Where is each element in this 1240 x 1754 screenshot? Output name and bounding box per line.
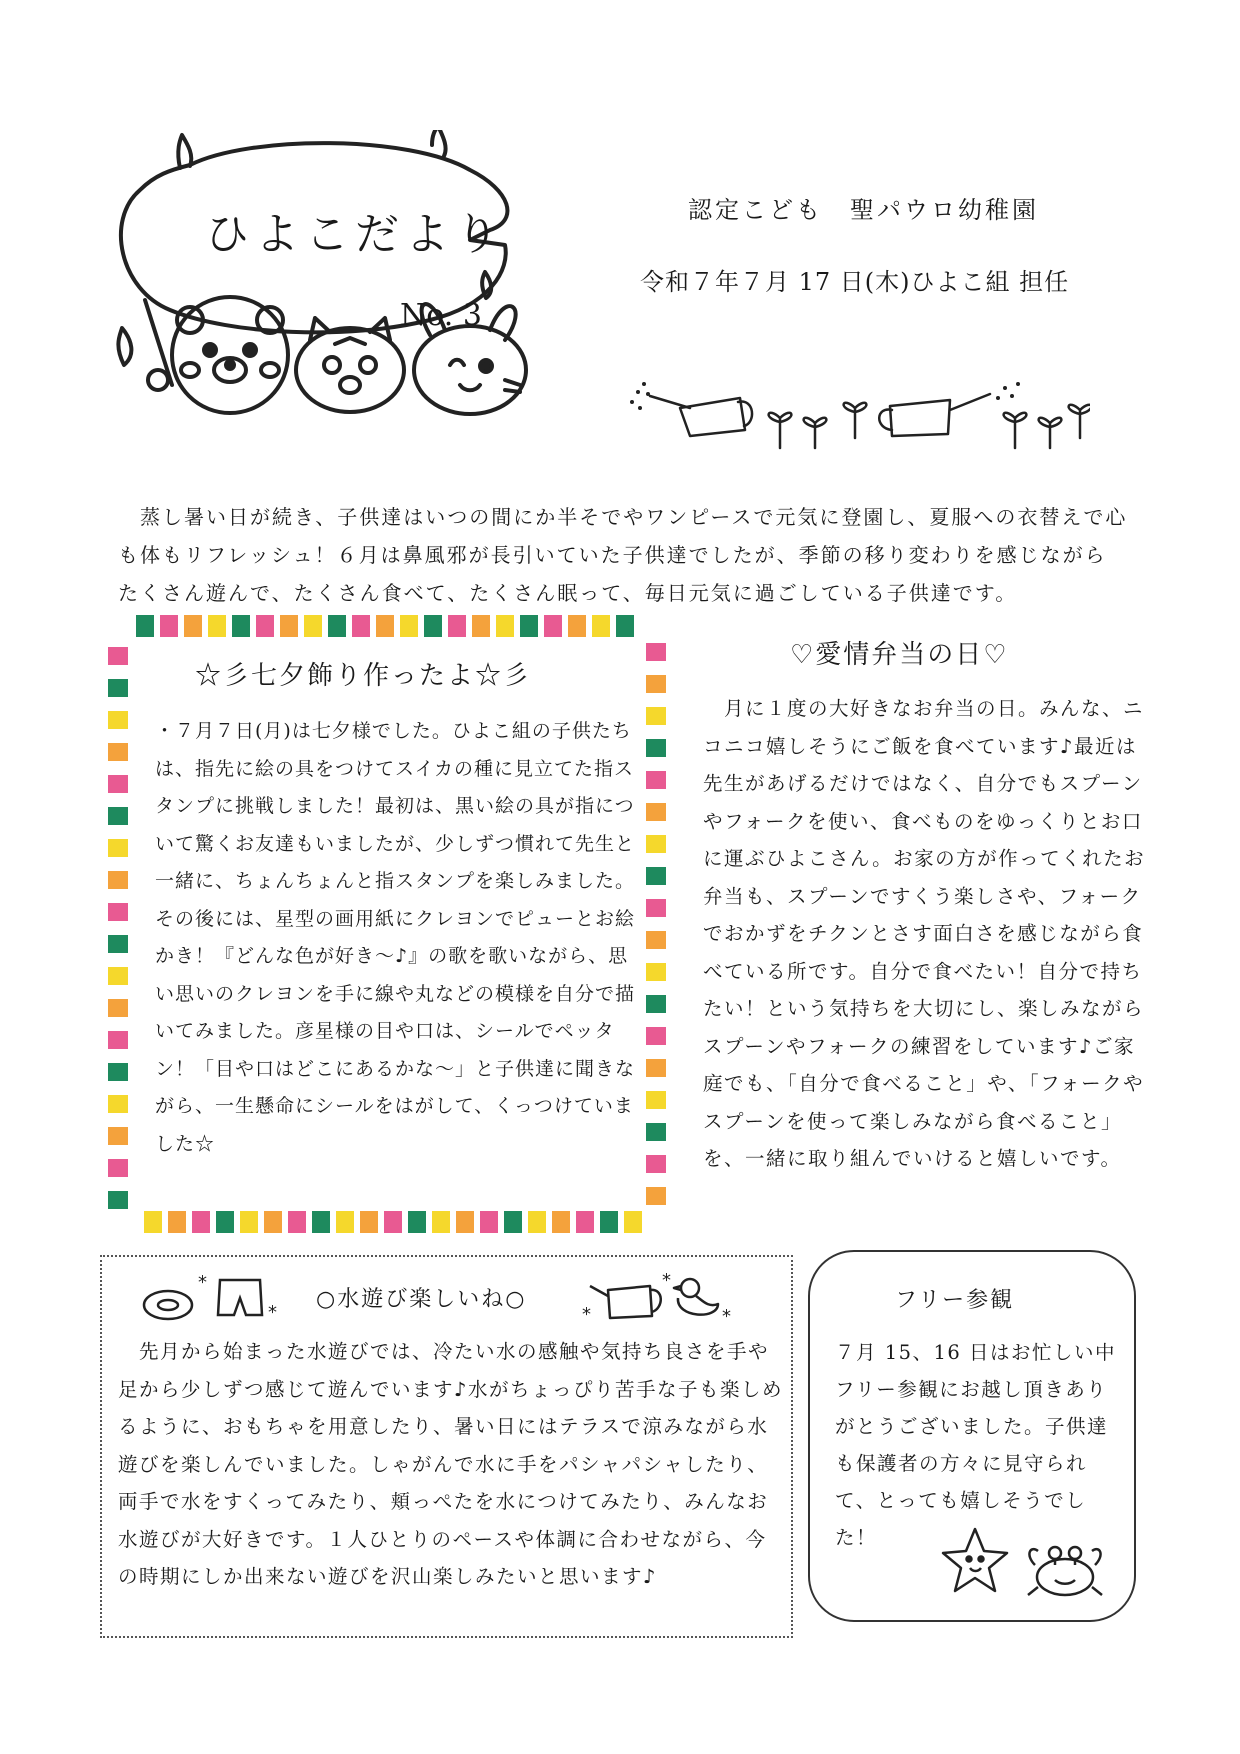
frame-square — [108, 711, 128, 729]
frame-square — [568, 615, 586, 637]
frame-square — [600, 1211, 618, 1233]
frame-square — [108, 807, 128, 825]
tanabata-title: ☆彡七夕飾り作ったよ☆彡 — [195, 661, 532, 691]
bento-title: ♡愛情弁当の日♡ — [790, 640, 1009, 670]
frame-square — [432, 1211, 450, 1233]
svg-text:*: * — [268, 1302, 277, 1323]
swim-pants-icon — [218, 1280, 262, 1315]
frame-square — [646, 1027, 666, 1045]
tanabata-body: ・７月７日(月)は七夕様でした。ひよこ組の子供たちは、指先に絵の具をつけてスイカの種に見立てた指スタンプに挑戦しました！最初は、黒い絵の具が指について驚くお友達もいましたが、少しずつ慣れて先生と一緒に、ちょんちょんと指スタンプを楽しみました。その後には、星型の画用紙にクレヨンでピューとお絵かき！『どんな色が好き～♪』の歌を歌いながら、思い思いのクレヨンを手に線や丸などの模様を自分で描いてみました。彦星様の目や口は、シールでペッタン！「目や口はどこにあるかな～」と子供達に聞きながら、一生懸命にシールをはがして、くっつけていました☆ — [155, 720, 636, 1155]
watering-can-icon — [590, 1286, 661, 1318]
dateline: 令和７年７月 17 日(木)ひよこ組 担任 — [640, 268, 1070, 296]
frame-square — [400, 615, 418, 637]
frame-square — [424, 615, 442, 637]
svg-text:*: * — [198, 1272, 207, 1293]
sprout-icon — [1004, 405, 1090, 448]
frame-square — [646, 963, 666, 981]
intro-paragraph: 蒸し暑い日が続き、子供達はいつの間にか半そでやワンピースで元気に登園し、夏服への衣替えで心も体もリフレッシュ！６月は鼻風邪が長引いていた子供達でしたが、季節の移り変わりを感じながらたくさん遊んで、たくさん食べて、たくさん眠って、毎日元気に過ごしている子供達です。 — [118, 505, 1128, 605]
water-icons-left — [140, 1270, 290, 1325]
frame-square — [646, 1059, 666, 1077]
sprout-decoration — [630, 378, 1090, 458]
frame-square — [520, 615, 538, 637]
frame-square — [336, 1211, 354, 1233]
frame-square — [448, 615, 466, 637]
frame-square — [288, 1211, 306, 1233]
frame-square — [616, 615, 634, 637]
frame-square — [312, 1211, 330, 1233]
svg-text:*: * — [582, 1304, 591, 1325]
frame-square — [136, 615, 154, 637]
frame-square — [192, 1211, 210, 1233]
frame-square — [108, 871, 128, 889]
frame-square — [108, 1127, 128, 1145]
frame-square — [208, 615, 226, 637]
frame-square — [232, 615, 250, 637]
frame-square — [108, 839, 128, 857]
frame-square — [646, 1091, 666, 1109]
frame-square — [108, 1063, 128, 1081]
frame-square — [384, 1211, 402, 1233]
frame-square — [646, 675, 666, 693]
frame-square — [352, 615, 370, 637]
frame-square — [108, 1095, 128, 1113]
crab-icon — [1028, 1547, 1102, 1595]
newsletter-title: ひよこだより — [205, 209, 505, 260]
watering-can-icon — [650, 396, 752, 436]
bento-body: 月に１度の大好きなお弁当の日。みんな、ニコニコ嬉しそうにご飯を食べています♪最近は先生があげるだけではなく、自分でもスプーンやフォークを使い、食べものをゆっくりとお口に運ぶひよこさん。お家の方が作ってくれたお弁当も、スプーンですくう楽しさや、フォークでおかずをチクンとさす面白さを感じながら食べている所です。自分で食べたい！自分で持ちたい！という気持ちを大切にし、楽しみながらスプーンやフォークの練習をしています♪ご家庭でも、「自分で食べること」や、「フォークやスプーンを使って楽しみながら食べること」を、一緒に取り組んでいけると嬉しいです。 — [703, 697, 1146, 1170]
frame-square — [108, 999, 128, 1017]
frame-square — [504, 1211, 522, 1233]
frame-square — [108, 647, 128, 665]
swim-ring-icon — [144, 1291, 192, 1319]
free-visit-icons — [940, 1525, 1110, 1605]
frame-square — [240, 1211, 258, 1233]
frame-square — [646, 995, 666, 1013]
masthead-illustration — [110, 130, 580, 450]
frame-square — [264, 1211, 282, 1233]
frame-square — [408, 1211, 426, 1233]
frame-square — [108, 1159, 128, 1177]
frame-square — [108, 903, 128, 921]
frame-square — [256, 615, 274, 637]
frame-square — [160, 615, 178, 637]
frame-square — [480, 1211, 498, 1233]
water-play-body: 先月から始まった水遊びでは、冷たい水の感触や気持ち良さを手や足から少しずつ感じて遊んでいます♪水がちょっぴり苦手な子も楽しめるように、おもちゃを用意したり、暑い日にはテラスで涼みながら水遊びを楽しんでいました。しゃがんで水に手をパシャパシャしたり、両手で水をすくってみたり、頬っぺたを水につけてみたり、みんなお水遊びが大好きです。１人ひとりのペースや体調に合わせながら、今の時期にしか出来ない遊びを沢山楽しみたいと思います♪ — [118, 1340, 783, 1588]
watering-can-icon — [879, 394, 990, 436]
free-visit-body: ７月 15、16 日はお忙しい中フリー参観にお越し頂きありがとうございました。子供達も保護者の方々に見守られて、とっても嬉しそうでした！ — [835, 1341, 1117, 1549]
svg-text:*: * — [722, 1306, 731, 1327]
frame-square — [108, 775, 128, 793]
sprout-icon — [769, 403, 867, 448]
frame-square — [280, 615, 298, 637]
frame-square — [376, 615, 394, 637]
frame-square — [624, 1211, 642, 1233]
duck-icon — [674, 1279, 718, 1315]
frame-square — [552, 1211, 570, 1233]
frame-square — [144, 1211, 162, 1233]
issue-number: No. 3 — [400, 298, 482, 333]
water-play-title: ○水遊び楽しいね○ — [316, 1287, 527, 1312]
frame-square — [646, 643, 666, 661]
frame-square — [108, 935, 128, 953]
frame-square — [646, 803, 666, 821]
frame-square — [108, 1031, 128, 1049]
frame-square — [216, 1211, 234, 1233]
bear-icon — [172, 297, 288, 413]
frame-square — [646, 707, 666, 725]
frame-square — [472, 615, 490, 637]
frame-square — [496, 615, 514, 637]
frame-square — [528, 1211, 546, 1233]
frame-square — [646, 835, 666, 853]
frame-square — [456, 1211, 474, 1233]
frame-square — [544, 615, 562, 637]
frame-square — [646, 1187, 666, 1205]
water-icons-right — [578, 1268, 738, 1328]
frame-square — [576, 1211, 594, 1233]
frame-square — [646, 1123, 666, 1141]
free-visit-title: フリー参観 — [895, 1288, 1015, 1313]
star-icon — [943, 1529, 1007, 1591]
frame-square — [184, 615, 202, 637]
frame-square — [328, 615, 346, 637]
frame-square — [168, 1211, 186, 1233]
frame-square — [646, 739, 666, 757]
svg-text:*: * — [662, 1270, 671, 1291]
frame-square — [646, 867, 666, 885]
frame-square — [360, 1211, 378, 1233]
frame-square — [646, 899, 666, 917]
frame-square — [108, 1191, 128, 1209]
school-name: 認定こども 聖パウロ幼稚園 — [688, 196, 1039, 224]
frame-square — [108, 679, 128, 697]
frame-square — [304, 615, 322, 637]
frame-square — [108, 967, 128, 985]
frame-square — [592, 615, 610, 637]
frame-square — [646, 1155, 666, 1173]
frame-square — [108, 743, 128, 761]
frame-square — [646, 771, 666, 789]
frame-square — [646, 931, 666, 949]
